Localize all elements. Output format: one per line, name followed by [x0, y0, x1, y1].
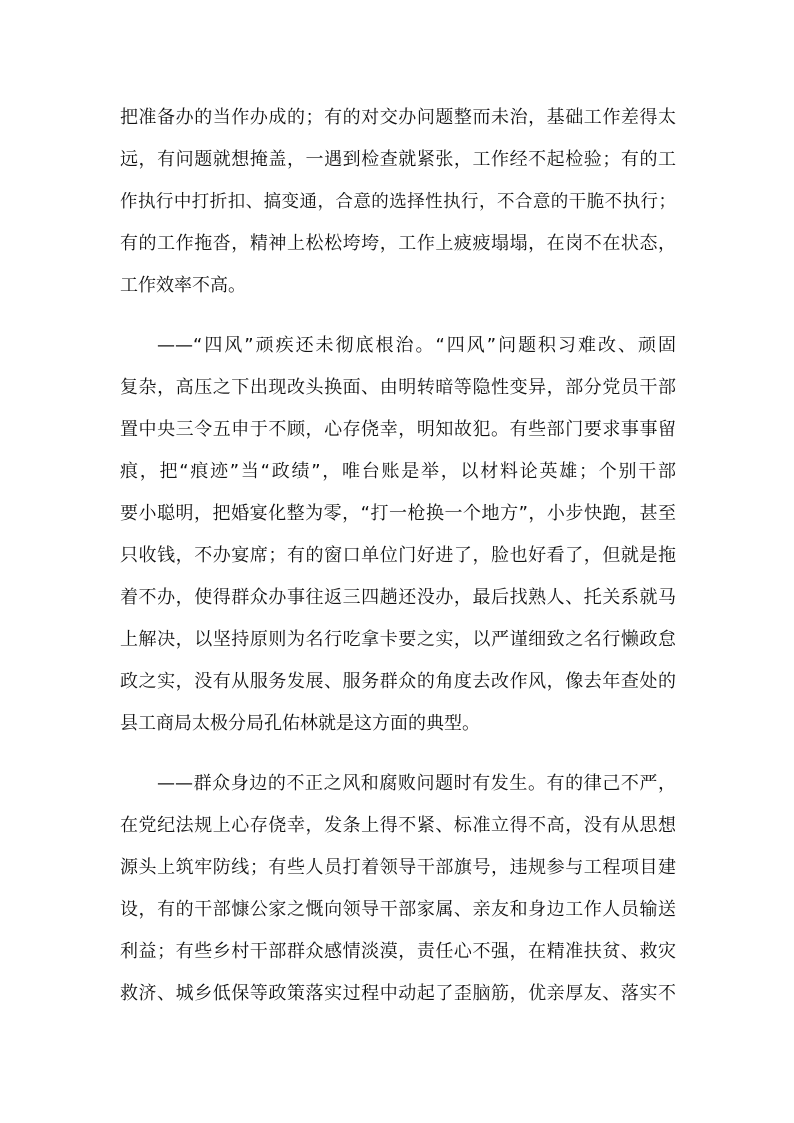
text-line: 远，有问题就想掩盖，一遇到检查就紧张，工作经不起检验；有的工	[120, 149, 676, 170]
text-line: 痕，把“痕迹”当“政绩”，唯台账是举，以材料论英雄；个别干部	[120, 461, 676, 482]
text-line: 把准备办的当作办成的；有的对交办问题整而未治，基础工作差得太	[120, 107, 676, 128]
text-line: 要小聪明，把婚宴化整为零，“打一枪换一个地方”，小步快跑，甚至	[120, 503, 676, 524]
text-line: 利益；有些乡村干部群众感情淡漠，责任心不强，在精准扶贫、救灾	[120, 941, 676, 962]
text-line: 复杂，高压之下出现改头换面、由明转暗等隐性变异，部分党员干部	[120, 377, 676, 398]
text-line: ——群众身边的不正之风和腐败问题时有发生。有的律己不严，	[157, 773, 676, 794]
text-line: 设，有的干部慷公家之慨向领导干部家属、亲友和身边工作人员输送	[120, 899, 676, 920]
text-line: 政之实，没有从服务发展、服务群众的角度去改作风，像去年查处的	[120, 671, 676, 692]
text-line: 救济、城乡低保等政策落实过程中动起了歪脑筋，优亲厚友、落实不	[120, 983, 676, 1004]
text-line: 源头上筑牢防线；有些人员打着领导干部旗号，违规参与工程项目建	[120, 857, 676, 878]
text-line: 有的工作拖沓，精神上松松垮垮，工作上疲疲塌塌，在岗不在状态，	[120, 233, 676, 254]
text-line: 着不办，使得群众办事往返三四趟还没办，最后找熟人、托关系就马	[120, 587, 676, 608]
text-line: 县工商局太极分局孔佑林就是这方面的典型。	[120, 713, 480, 734]
text-line: 只收钱，不办宴席；有的窗口单位门好进了，脸也好看了，但就是拖	[120, 545, 676, 566]
text-line: 工作效率不高。	[120, 275, 246, 296]
text-line: 在党纪法规上心存侥幸，发条上得不紧、标准立得不高，没有从思想	[120, 815, 676, 836]
text-line: 置中央三令五申于不顾，心存侥幸，明知故犯。有些部门要求事事留	[120, 419, 676, 440]
text-line: ——“四风”顽疾还未彻底根治。“四风”问题积习难改、顽固	[157, 335, 676, 356]
text-line: 上解决，以坚持原则为名行吃拿卡要之实，以严谨细致之名行懒政怠	[120, 629, 676, 650]
text-line: 作执行中打折扣、搞变通，合意的选择性执行，不合意的干脆不执行；	[120, 192, 676, 212]
